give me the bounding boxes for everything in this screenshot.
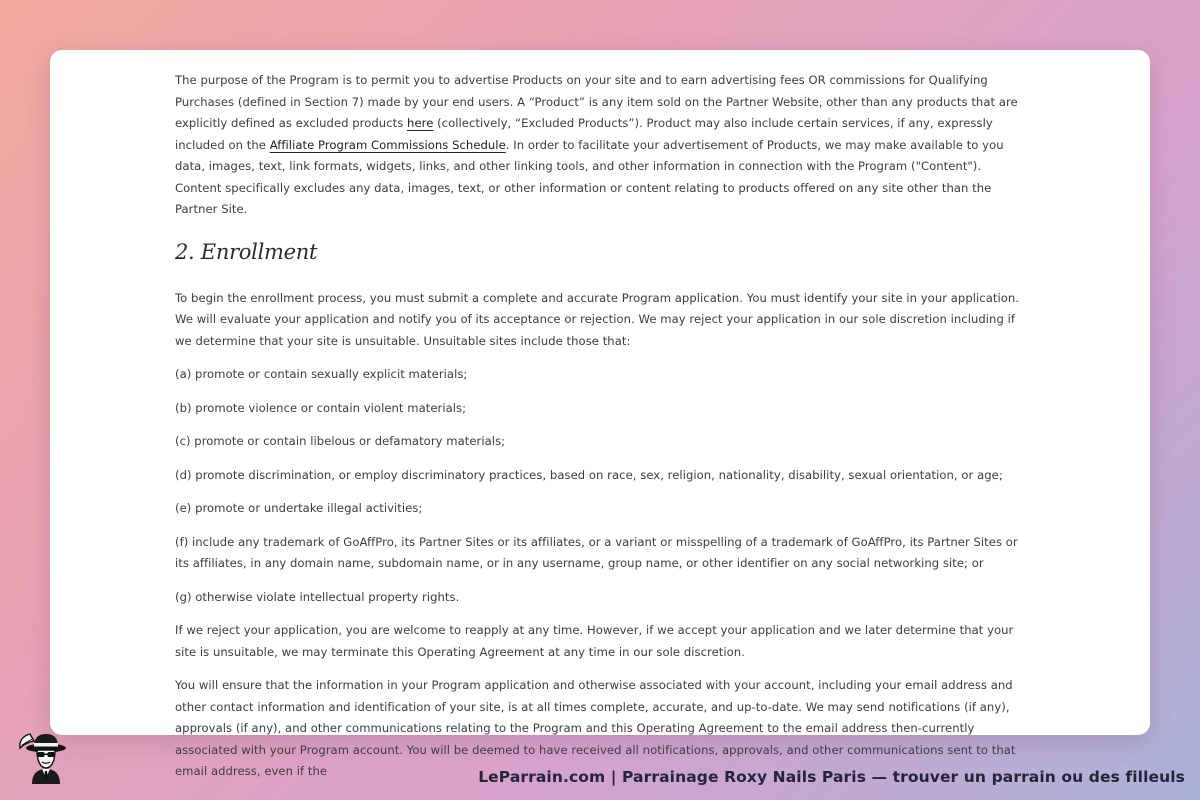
- list-item: (e) promote or undertake illegal activities;: [175, 501, 423, 515]
- list-item: (b) promote violence or contain violent materials;: [175, 400, 467, 415]
- document-content: [175, 70, 1027, 795]
- commissions-schedule-link[interactable]: Affiliate Program Commissions Schedule: [269, 137, 506, 152]
- reject-paragraph: If we reject your application, you are welcome to reapply at any time. However, if we accept your application and we later determine that your site is unsuitable, we may terminate this Operating Agreement at any time in our sole discretion.: [175, 623, 1014, 659]
- enrollment-intro-paragraph: To begin the enrollment process, you must submit a complete and accurate Program application. You must identify your site in your application. We will evaluate your application and notify you of its acceptance or rejection. We may reject your application in our sole discretion including if we determine that your site is unsuitable. Unsuitable sites include those that:: [175, 290, 1020, 348]
- intro-text-3: . In order to facilitate your advertisement of Products, we may make available to you data, images, text, link formats, widgets, links, and other linking tools, and other information in connection with the Program ("Content"). Content specifically excludes any data, images, text, or other information or content relating to products offered on any site other than the Partner Site.: [175, 137, 1004, 216]
- spy-mascot-icon: [16, 728, 74, 786]
- footer-caption: LeParrain.com | Parrainage Roxy Nails Paris — trouver un parrain ou des filleuls: [478, 768, 1185, 786]
- list-item: (g) otherwise violate intellectual property rights.: [175, 589, 460, 604]
- list-item: (f) include any trademark of GoAffPro, its Partner Sites or its affiliates, or a variant or misspelling of a trademark of GoAffPro, its Partner Sites or its affiliates, in any domain name, subdomain name, or in any username, group name, or other identifier on any social networking site; or: [175, 534, 1018, 570]
- intro-text-1: The purpose of the Program is to permit you to advertise Products on your site and to earn advertising fees OR commissions for Qualifying Purchases (defined in Section 7) made by your end users. A “Product” is any item sold on the Partner Website, other than any products that are explicitly defined as excluded products: [175, 73, 1018, 130]
- excluded-products-link[interactable]: here: [407, 116, 434, 130]
- list-item: (a) promote or contain sexually explicit materials;: [175, 367, 468, 381]
- list-item: (c) promote or contain libelous or defamatory materials;: [175, 434, 506, 448]
- section-heading-enrollment: 2. Enrollment: [175, 239, 318, 264]
- account-info-paragraph: You will ensure that the information in your Program application and otherwise associated with your account, including your email address and other contact information and identification of your site, is at all times complete, accurate, and up-to-date. We may send notifications (if any), approvals (if any), and other communications relating to the Program and this Operating Agreement to the email address then-currently associated with your Program account. You will be deemed to have received all notifications, approvals, and other communications sent to that email address, even if the: [175, 678, 1016, 778]
- list-item: (d) promote discrimination, or employ discriminatory practices, based on race, sex, religion, nationality, disability, sexual orientation, or age;: [175, 467, 1003, 482]
- intro-paragraph: [175, 70, 1027, 221]
- intro-text-2: (collectively, “Excluded Products”). Product may also include certain services, if any, expressly included on the: [175, 116, 993, 152]
